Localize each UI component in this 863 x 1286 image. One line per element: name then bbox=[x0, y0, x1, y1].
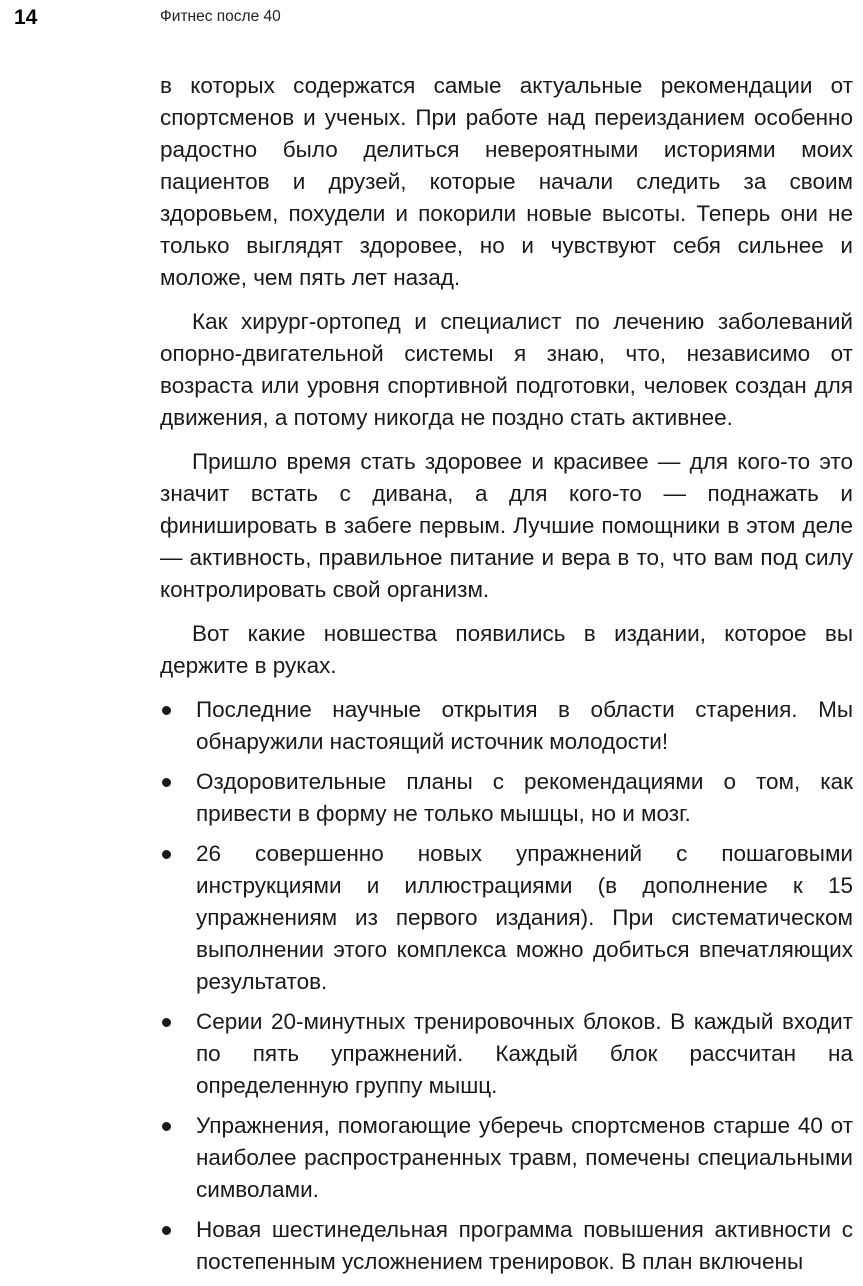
paragraph-new-features-intro: Вот какие новшества появились в издании, которое вы держите в руках. bbox=[160, 621, 853, 678]
list-item bbox=[160, 838, 853, 998]
bullet-icon bbox=[162, 1122, 171, 1131]
bullet-icon bbox=[162, 778, 171, 787]
page-body bbox=[160, 70, 853, 1286]
bullet-icon bbox=[162, 1226, 171, 1235]
new-features-list bbox=[160, 694, 853, 1278]
list-item bbox=[160, 766, 853, 830]
list-item-text: Оздоровительные планы с рекомендациями о том, как привести в форму не только мышцы, но и мозг. bbox=[196, 769, 853, 826]
list-item bbox=[160, 1110, 853, 1206]
bullet-icon bbox=[162, 1018, 171, 1027]
page-number: 14 bbox=[14, 6, 38, 29]
running-head: Фитнес после 40 bbox=[160, 8, 281, 25]
list-item bbox=[160, 1214, 853, 1278]
list-item-text: Серии 20-минутных тренировочных блоков. В каждый входит по пять упражнений. Каждый блок рассчитан на определенную группу мышц. bbox=[196, 1009, 853, 1098]
list-item bbox=[160, 1006, 853, 1102]
paragraph-continuation: в которых содержатся самые актуальные рекомендации от спортсменов и ученых. При работе над переизданием особенно радостно было делиться невероятными историями моих пациентов и друзей, которые начали следить за своим здоровьем, похудели и покорили новые высоты. Теперь они не только выглядят здоровее, но и чувствуют себя сильнее и моложе, чем пять лет назад. bbox=[160, 73, 853, 290]
list-item-text: 26 совершенно новых упражнений с пошаговыми инструкциями и иллюстрациями (в дополнение к 15 упражнениям из первого издания). При систематическом выполнении этого комплекса можно добиться впечатляющих результатов. bbox=[196, 841, 853, 994]
paragraph-orthopedist: Как хирург-ортопед и специалист по лечению заболеваний опорно-двигательной системы я знаю, что, независимо от возраста или уровня спортивной подготовки, человек создан для движения, а потому никогда не поздно стать активнее. bbox=[160, 309, 853, 430]
list-item-text: Упражнения, помогающие уберечь спортсменов старше 40 от наиболее распространенных травм, помечены специальными символами. bbox=[196, 1113, 853, 1202]
bullet-icon bbox=[162, 850, 171, 859]
list-item-text: Последние научные открытия в области старения. Мы обнаружили настоящий источник молодости! bbox=[196, 697, 853, 754]
list-item-text: Новая шестинедельная программа повышения активности с постепенным усложнением тренировок. В план включены bbox=[196, 1217, 853, 1274]
list-item bbox=[160, 694, 853, 758]
bullet-icon bbox=[162, 706, 171, 715]
paragraph-time-to-be-healthier: Пришло время стать здоровее и красивее — для кого-то это значит встать с дивана, а для кого-то — поднажать и финишировать в забеге первым. Лучшие помощники в этом деле — активность, правильное питание и вера в то, что вам под силу контролировать свой организм. bbox=[160, 449, 853, 602]
